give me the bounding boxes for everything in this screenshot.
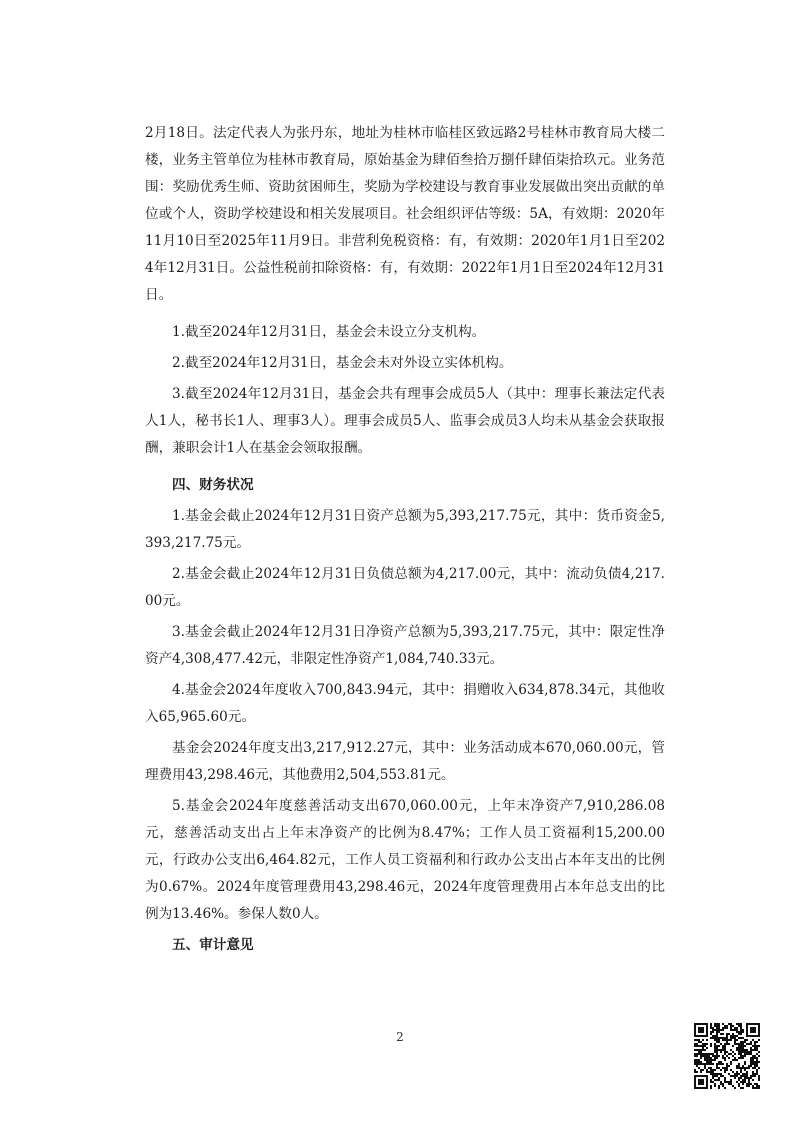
paragraph-net-assets: 3.基金会截止2024年12月31日净资产总额为5,393,217.75元，其中：限定性净资产4,308,477.42元，非限定性净资产1,084,740.33元。 <box>145 624 665 667</box>
paragraph-liabilities: 2.基金会截止2024年12月31日负债总额为4,217.00元，其中：流动负债4,217.00元。 <box>145 566 665 609</box>
paragraph-charity-ratio: 5.基金会2024年度慈善活动支出670,060.00元，上年末净资产7,910,286.08元，慈善活动支出占上年末净资产的比例为8.47%；工作人员工资福利15,200.00元，行政办公支出6,464.82元，工作人员工资福利和行政办公支出占本年支出的比例为0.67%。2024年度管理费用43,298.46元，2024年度管理费用占本年总支出的比例为13.46%。参保人数0人。 <box>145 798 665 922</box>
paragraph-expenditure: 基金会2024年度支出3,217,912.27元，其中：业务活动成本670,060.00元，管理费用43,298.46元，其他费用2,504,553.81元。 <box>145 740 665 783</box>
section-heading-audit: 五、审计意见 <box>172 937 254 953</box>
paragraph-entity: 2.截至2024年12月31日，基金会未对外设立实体机构。 <box>172 355 513 371</box>
section-heading-finance: 四、财务状况 <box>172 477 254 493</box>
paragraph-income: 4.基金会2024年度收入700,843.94元，其中：捐赠收入634,878.34元，其他收入65,965.60元。 <box>145 682 665 725</box>
document-body <box>145 120 665 963</box>
paragraph-branch: 1.截至2024年12月31日，基金会未设立分支机构。 <box>172 324 486 340</box>
page-number: 2 <box>396 1030 404 1044</box>
paragraph-council: 3.截至2024年12月31日，基金会共有理事会成员5人（其中：理事长兼法定代表人1人，秘书长1人、理事3人）。理事会成员5人、监事会成员3人均未从基金会获取报酬，兼职会计1人在基金会领取报酬。 <box>145 386 665 456</box>
paragraph-org-info: 2月18日。法定代表人为张丹东，地址为桂林市临桂区致远路2号桂林市教育局大楼二楼，业务主管单位为桂林市教育局，原始基金为肆佰叁拾万捌仟肆佰柒拾玖元。业务范围：奖励优秀生师、资助贫困师生，奖励为学校建设与教育事业发展做出突出贡献的单位或个人，资助学校建设和相关发展项目。社会组织评估等级：5A，有效期：2020年11月10日至2025年11月9日。非营利免税资格：有，有效期：2020年1月1日至2024年12月31日。公益性税前扣除资格：有，有效期：2022年1月1日至2024年12月31日。 <box>145 125 665 303</box>
qr-code-icon <box>692 1021 762 1091</box>
paragraph-assets: 1.基金会截止2024年12月31日资产总额为5,393,217.75元，其中：货币资金5,393,217.75元。 <box>145 508 665 551</box>
